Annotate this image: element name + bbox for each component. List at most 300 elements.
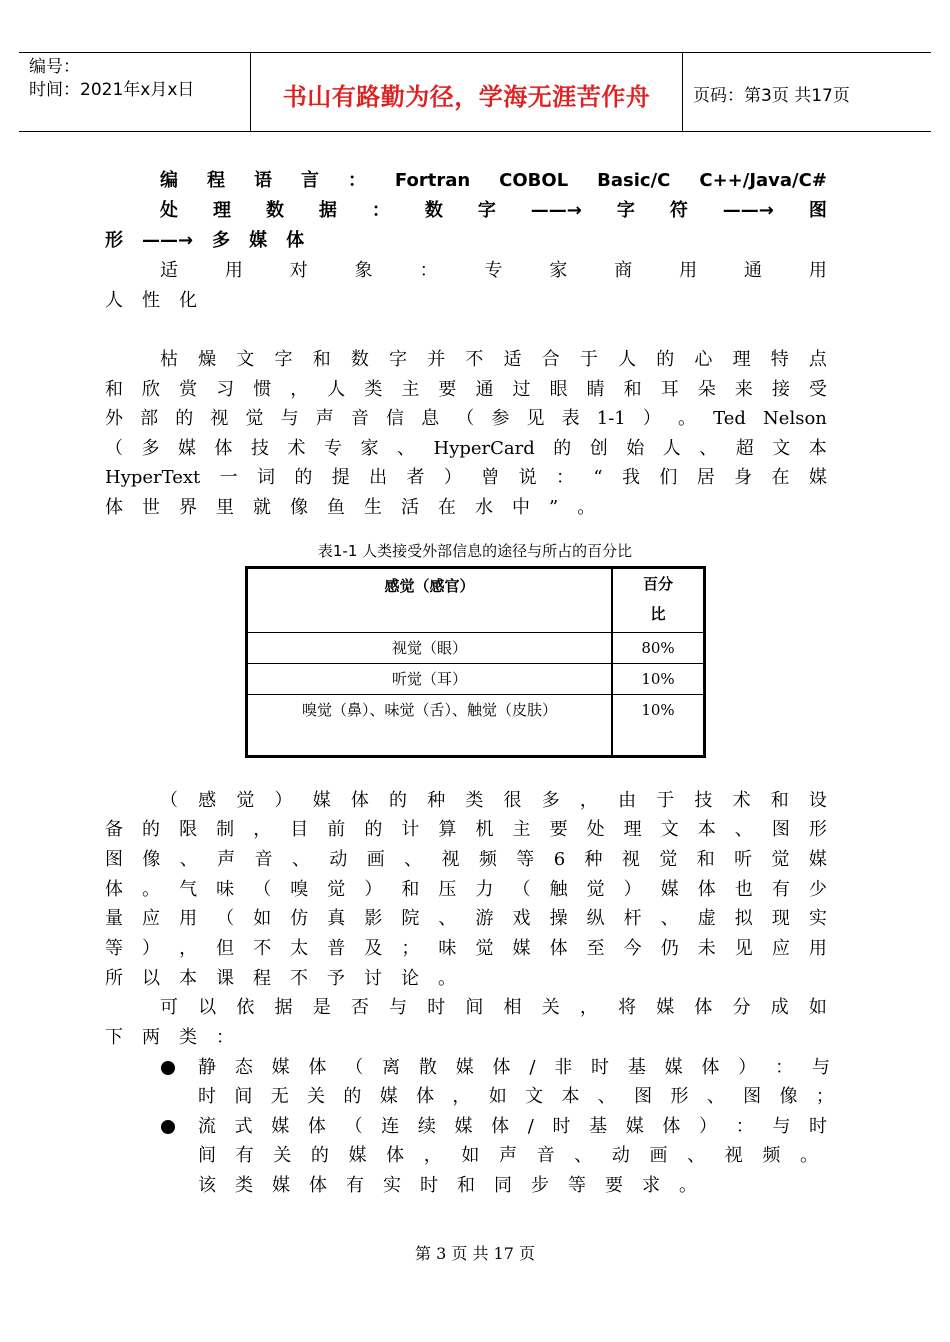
- text-token: 处: [160, 200, 178, 221]
- text-token: 点: [808, 349, 827, 370]
- text-token: 不: [465, 349, 484, 370]
- bullet-icon: [161, 1120, 175, 1134]
- text-line: [105, 493, 827, 523]
- text-token: 术: [732, 790, 751, 811]
- text-token: 体: [701, 1057, 720, 1078]
- text-token: 用: [679, 260, 698, 281]
- text-token: 理: [732, 349, 751, 370]
- text-line: [105, 434, 827, 464]
- text-token: 步: [531, 1175, 549, 1196]
- text-token: 声: [217, 849, 236, 870]
- text-token: 体: [307, 1116, 326, 1137]
- bullet-icon: [161, 1061, 175, 1075]
- bullet-item-line: [198, 1053, 830, 1083]
- text-token: 适: [503, 349, 522, 370]
- text-token: 媒: [664, 1057, 683, 1078]
- text-token: 用: [808, 938, 827, 959]
- text-token: （: [160, 790, 178, 811]
- text-token: 虚: [697, 908, 716, 929]
- text-token: 算: [438, 819, 457, 840]
- text-token: 媒: [272, 1175, 290, 1196]
- text-token: ——→: [530, 200, 582, 221]
- bullet-item-line: [198, 1141, 818, 1171]
- text-token: ”: [549, 497, 559, 518]
- text-token: 基: [589, 1116, 608, 1137]
- text-token: 和: [770, 790, 789, 811]
- text-token: 画: [366, 849, 385, 870]
- text-token: 、: [734, 819, 753, 840]
- table-caption: 表1-1 人类接受外部信息的途径与所占的百分比: [317, 542, 633, 560]
- text-token: 本: [697, 819, 716, 840]
- text-token: 和: [623, 379, 642, 400]
- text-token: “: [593, 467, 603, 488]
- text-token: C++/Java/C#: [699, 170, 827, 191]
- text-token: 表: [561, 408, 580, 429]
- text-token: 理: [212, 200, 231, 221]
- text-token: ：: [347, 170, 366, 191]
- text-token: ，: [579, 790, 598, 811]
- text-token: 有: [771, 879, 790, 900]
- text-token: 本: [179, 968, 197, 989]
- header-divider: [682, 53, 683, 131]
- text-token: 依: [236, 997, 255, 1018]
- text-token: 字: [477, 200, 496, 221]
- text-token: ：: [775, 1057, 794, 1078]
- text-token: 的: [364, 819, 383, 840]
- text-token: 过: [512, 379, 531, 400]
- text-token: ）: [699, 1116, 718, 1137]
- text-line: [105, 375, 827, 405]
- bullet-item-line: [198, 1171, 798, 1201]
- text-token: 。: [438, 968, 456, 989]
- text-token: 睛: [586, 379, 605, 400]
- text-token: 部: [140, 408, 159, 429]
- text-line: [105, 815, 827, 845]
- text-token: 论: [401, 968, 419, 989]
- text-line: [105, 463, 827, 493]
- text-token: 媒: [656, 997, 675, 1018]
- text-token: 间: [198, 1145, 216, 1166]
- text-token: 人: [618, 349, 637, 370]
- text-token: 活: [401, 497, 419, 518]
- text-token: 信: [386, 408, 404, 429]
- text-token: 创: [589, 438, 608, 459]
- text-token: 、: [660, 908, 679, 929]
- text-line: [160, 345, 827, 375]
- text-token: 讨: [364, 968, 382, 989]
- text-token: 程: [206, 170, 225, 191]
- text-token: 频: [478, 849, 497, 870]
- table-row: [247, 664, 705, 695]
- text-token: 如: [461, 1145, 480, 1166]
- text-token: 中: [512, 497, 530, 518]
- text-token: 等: [568, 1175, 586, 1196]
- text-token: 专: [484, 260, 503, 281]
- text-token: 求: [642, 1175, 660, 1196]
- text-token: 要: [438, 379, 457, 400]
- text-token: 该: [198, 1175, 216, 1196]
- text-token: 文: [236, 349, 255, 370]
- text-token: 觉: [236, 790, 255, 811]
- text-token: 家: [360, 438, 379, 459]
- text-token: 时: [591, 1057, 610, 1078]
- table-cell-sense: 视觉（眼）: [247, 633, 613, 664]
- text-token: ，: [290, 379, 309, 400]
- text-token: 及: [364, 938, 383, 959]
- text-line: [160, 256, 827, 286]
- text-token: 关: [273, 1145, 292, 1166]
- text-token: 、: [438, 908, 457, 929]
- text-token: 仍: [660, 938, 679, 959]
- text-token: 现: [771, 908, 790, 929]
- text-token: 水: [475, 497, 493, 518]
- text-token: 和: [312, 349, 331, 370]
- text-token: 觉: [245, 408, 264, 429]
- text-token: 图: [771, 819, 790, 840]
- text-token: 觉: [659, 849, 678, 870]
- text-token: 世: [142, 497, 160, 518]
- text-token: 用: [224, 260, 243, 281]
- text-token: 备: [105, 819, 123, 840]
- text-token: 所: [105, 968, 123, 989]
- text-token: 图: [634, 1086, 653, 1107]
- table-cell-sense: 嗅觉（鼻）、味觉（舌）、触觉（皮肤）: [301, 701, 557, 719]
- text-token: 理: [623, 819, 642, 840]
- text-token: 有: [346, 1175, 364, 1196]
- text-token: 如: [808, 997, 827, 1018]
- text-token: 、: [404, 849, 423, 870]
- table-row: [247, 633, 705, 664]
- text-token: 味: [216, 879, 235, 900]
- text-token: 符: [669, 200, 688, 221]
- text-token: 朵: [697, 379, 716, 400]
- text-token: 体: [549, 938, 568, 959]
- table-header-pct-line1: 百分: [642, 575, 673, 593]
- text-token: 的: [175, 408, 194, 429]
- text-token: 受: [808, 379, 827, 400]
- text-line: [105, 964, 827, 994]
- text-token: ，: [579, 997, 598, 1018]
- text-token: 可: [160, 997, 178, 1018]
- text-token: 耳: [660, 379, 679, 400]
- text-token: 仿: [290, 908, 309, 929]
- text-line: [105, 1023, 827, 1053]
- text-token: 多: [541, 790, 560, 811]
- text-token: 如: [253, 908, 272, 929]
- text-token: 听: [734, 849, 753, 870]
- text-token: 真: [327, 908, 346, 929]
- text-token: ：: [216, 1027, 234, 1048]
- text-token: 家: [549, 260, 568, 281]
- header-page-info: 页码：第3页 共17页: [693, 86, 850, 106]
- text-token: 与: [280, 408, 299, 429]
- text-token: 与: [389, 997, 408, 1018]
- text-token: 间: [465, 997, 484, 1018]
- text-token: 体: [386, 1145, 405, 1166]
- text-token: 下: [105, 1027, 123, 1048]
- text-token: 声: [499, 1145, 517, 1166]
- text-token: 于: [579, 349, 598, 370]
- bullet-item-line: [198, 1112, 827, 1142]
- text-token: 太: [290, 938, 309, 959]
- text-token: 曾: [481, 467, 500, 488]
- text-token: 居: [696, 467, 715, 488]
- text-token: 像: [779, 1086, 798, 1107]
- text-token: 媒: [271, 1116, 290, 1137]
- text-token: 字: [616, 200, 635, 221]
- text-line: [105, 845, 827, 875]
- text-token: 的: [389, 790, 408, 811]
- text-token: 、: [699, 438, 718, 459]
- text-token: 通: [744, 260, 763, 281]
- text-token: 外: [105, 408, 123, 429]
- text-token: 觉: [771, 849, 790, 870]
- text-token: 连: [381, 1116, 400, 1137]
- text-token: 见: [526, 408, 545, 429]
- text-token: 人: [327, 379, 346, 400]
- text-token: 图: [743, 1086, 762, 1107]
- text-token: 媒: [808, 467, 827, 488]
- text-token: 态: [234, 1057, 253, 1078]
- text-token: 静: [198, 1057, 216, 1078]
- text-token: 画: [649, 1145, 668, 1166]
- text-token: 于: [656, 790, 675, 811]
- text-token: 们: [659, 467, 678, 488]
- table-cell-sense: 听觉（耳）: [247, 664, 613, 695]
- text-token: 技: [251, 438, 269, 459]
- text-token: 、: [597, 1086, 616, 1107]
- text-token: 据: [318, 200, 337, 221]
- text-token: 时: [552, 1116, 571, 1137]
- page-header: [19, 52, 931, 132]
- text-token: 接: [771, 379, 790, 400]
- text-token: 体: [697, 879, 716, 900]
- text-token: 很: [503, 790, 522, 811]
- text-token: ）: [738, 1057, 757, 1078]
- text-token: （: [512, 879, 531, 900]
- text-token: 多: [212, 230, 231, 251]
- text-token: 基: [627, 1057, 646, 1078]
- text-token: 枯: [160, 349, 178, 370]
- text-token: 见: [734, 938, 753, 959]
- text-token: 体: [214, 438, 233, 459]
- text-token: 和: [105, 379, 123, 400]
- text-token: 将: [618, 997, 637, 1018]
- text-token: 是: [312, 997, 331, 1018]
- text-line: [105, 904, 827, 934]
- text-token: 本: [561, 1086, 580, 1107]
- text-token: 用: [808, 260, 827, 281]
- text-token: 限: [179, 819, 198, 840]
- table-header-row: [247, 568, 705, 633]
- text-token: 频: [762, 1145, 781, 1166]
- text-token: 类: [364, 379, 383, 400]
- text-token: 游: [475, 908, 494, 929]
- text-token: 体: [105, 879, 123, 900]
- text-token: （: [253, 879, 272, 900]
- text-token: 制: [216, 819, 235, 840]
- text-token: 惯: [253, 379, 272, 400]
- text-token: 今: [623, 938, 642, 959]
- text-token: 如: [488, 1086, 507, 1107]
- text-token: /: [527, 1116, 534, 1137]
- text-token: 的: [343, 1086, 362, 1107]
- text-token: （: [105, 438, 123, 459]
- text-token: 但: [216, 938, 235, 959]
- text-token: 的: [142, 819, 161, 840]
- text-token: 对: [289, 260, 308, 281]
- text-token: ）: [443, 467, 462, 488]
- text-token: 体: [105, 497, 123, 518]
- text-token: 字: [389, 349, 408, 370]
- text-token: Ted: [713, 408, 746, 429]
- text-token: 媒: [454, 1116, 473, 1137]
- text-token: 课: [216, 968, 234, 989]
- header-motto: 书山有路勤为径，学海无涯苦作舟: [282, 83, 651, 111]
- text-token: ，: [179, 938, 198, 959]
- text-token: 有: [235, 1145, 254, 1166]
- text-token: 字: [274, 349, 293, 370]
- text-token: 媒: [455, 1057, 474, 1078]
- text-token: 用: [179, 908, 198, 929]
- text-token: 并: [427, 349, 446, 370]
- text-token: 技: [694, 790, 713, 811]
- text-token: 要: [605, 1175, 623, 1196]
- text-token: ）: [142, 938, 161, 959]
- text-token: 不: [290, 968, 308, 989]
- text-token: （: [344, 1116, 363, 1137]
- text-token: 始: [626, 438, 645, 459]
- text-token: 词: [257, 467, 276, 488]
- table-header-sense: 感觉（感官）: [247, 568, 613, 633]
- text-token: 离: [382, 1057, 401, 1078]
- text-token: 性: [142, 290, 160, 311]
- text-token: 予: [327, 968, 345, 989]
- text-token: 无: [270, 1086, 289, 1107]
- text-token: ，: [452, 1086, 471, 1107]
- text-token: 体: [662, 1116, 681, 1137]
- text-token: 特: [770, 349, 789, 370]
- text-token: （: [345, 1057, 364, 1078]
- bullet-item-line: [198, 1082, 834, 1112]
- text-token: 以: [198, 997, 217, 1018]
- text-token: 间: [234, 1086, 253, 1107]
- text-token: 身: [734, 467, 753, 488]
- text-token: 院: [401, 908, 420, 929]
- text-token: 至: [586, 938, 605, 959]
- text-token: 体: [492, 1057, 511, 1078]
- text-token: 、: [397, 438, 415, 459]
- text-token: 专: [324, 438, 342, 459]
- text-token: 味: [438, 938, 457, 959]
- text-token: 续: [417, 1116, 436, 1137]
- text-token: 处: [586, 819, 605, 840]
- text-token: 拟: [734, 908, 753, 929]
- text-token: 种: [584, 849, 603, 870]
- table-cell-sense-wrap: [247, 695, 613, 757]
- text-token: 视: [441, 849, 460, 870]
- text-token: 音: [350, 408, 369, 429]
- text-token: 数: [424, 200, 443, 221]
- text-token: 应: [142, 908, 161, 929]
- text-token: 本: [808, 438, 827, 459]
- text-token: （: [216, 908, 235, 929]
- text-token: Basic/C: [597, 170, 671, 191]
- text-token: 等: [516, 849, 535, 870]
- table-cell-percentage: 80%: [612, 633, 705, 664]
- text-token: 成: [770, 997, 789, 1018]
- text-line: [105, 934, 827, 964]
- text-token: 的: [294, 467, 313, 488]
- text-token: 觉: [475, 938, 494, 959]
- text-token: 视: [724, 1145, 743, 1166]
- text-token: ）: [274, 790, 293, 811]
- text-token: 相: [503, 997, 522, 1018]
- text-token: 1-1: [596, 408, 626, 429]
- text-token: 、: [574, 1145, 593, 1166]
- text-token: 生: [364, 497, 382, 518]
- text-token: 。: [800, 1145, 818, 1166]
- text-token: 种: [427, 790, 446, 811]
- text-token: 设: [808, 790, 827, 811]
- text-token: 眼: [549, 379, 568, 400]
- text-token: 媒: [379, 1086, 398, 1107]
- text-token: 文: [772, 438, 791, 459]
- text-line: [160, 196, 827, 226]
- text-line: [160, 786, 827, 816]
- text-token: 与: [811, 1057, 830, 1078]
- text-token: 就: [253, 497, 271, 518]
- text-token: Nelson: [763, 408, 827, 429]
- text-token: 数: [265, 200, 284, 221]
- text-token: 影: [364, 908, 383, 929]
- text-line: [160, 993, 827, 1023]
- text-token: 实: [808, 908, 827, 929]
- text-token: 说: [518, 467, 537, 488]
- text-token: 文: [660, 819, 679, 840]
- text-token: 术: [287, 438, 306, 459]
- text-token: 界: [179, 497, 197, 518]
- text-token: 时: [198, 1086, 216, 1107]
- text-token: 媒: [625, 1116, 644, 1137]
- text-token: 关: [307, 1086, 326, 1107]
- text-token: /: [529, 1057, 536, 1078]
- text-token: 操: [549, 908, 568, 929]
- text-token: 嗅: [290, 879, 309, 900]
- text-token: 等: [105, 938, 123, 959]
- text-token: 、: [706, 1086, 725, 1107]
- text-token: 时: [427, 997, 446, 1018]
- text-token: ；: [815, 1086, 834, 1107]
- text-token: 。: [678, 408, 696, 429]
- text-token: 图: [808, 200, 827, 221]
- text-token: 式: [234, 1116, 253, 1137]
- text-token: 来: [734, 379, 753, 400]
- text-token: 与: [772, 1116, 791, 1137]
- text-token: 形: [808, 819, 827, 840]
- text-token: ，: [423, 1145, 442, 1166]
- text-token: 觉: [586, 879, 605, 900]
- text-token: 像: [290, 497, 308, 518]
- text-token: 不: [253, 938, 272, 959]
- text-line: [105, 226, 827, 256]
- text-token: 合: [541, 349, 560, 370]
- text-token: 据: [274, 997, 293, 1018]
- text-token: 和: [457, 1175, 475, 1196]
- text-token: ，: [253, 819, 272, 840]
- text-token: 数: [350, 349, 369, 370]
- table-row: [247, 695, 705, 757]
